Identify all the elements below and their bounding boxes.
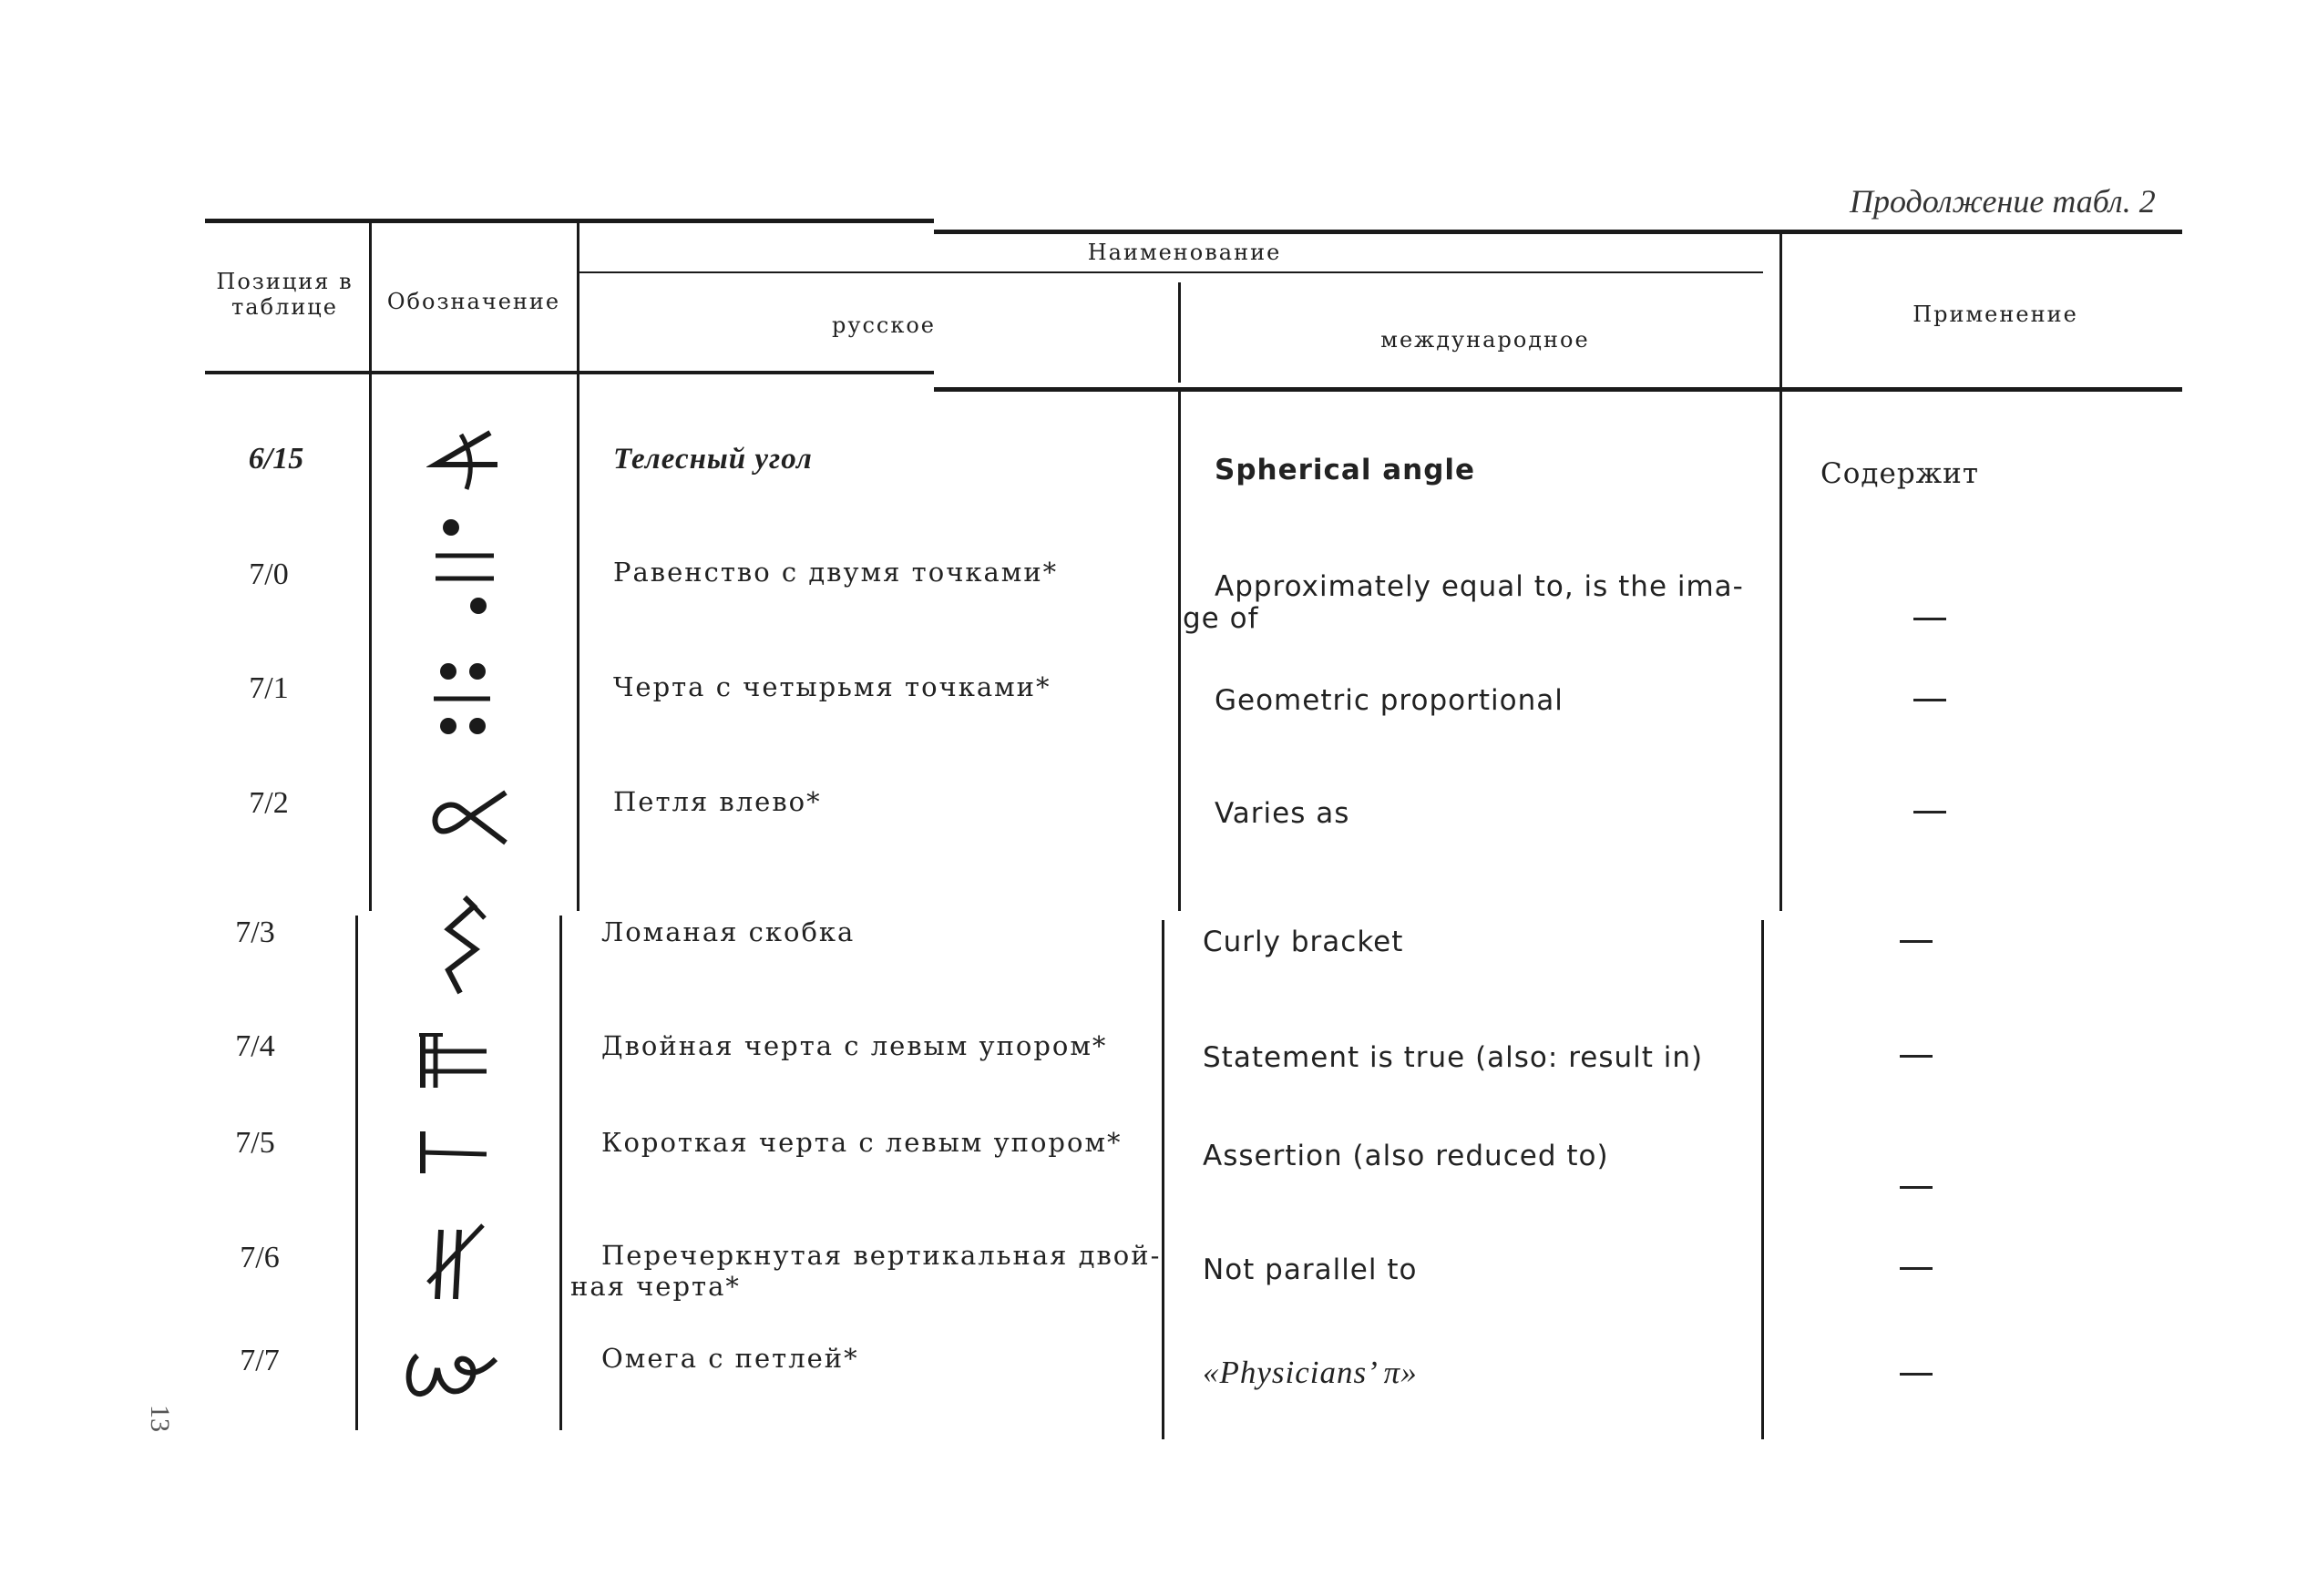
row-7-1-russian: Черта с четырьмя точками* [613,671,1051,702]
table-continuation-label: Продолжение табл. 2 [1850,183,2156,220]
row-7-0-russian: Равенство с двумя точками* [613,557,1059,588]
header-application: Применение [1912,302,2078,327]
not-parallel-icon [421,1221,489,1303]
row-7-5-position: 7/5 [235,1126,275,1160]
omega-loop-icon [401,1339,501,1403]
header-name: Наименование [1087,240,1282,265]
col-rule-4-lower [1761,920,1764,1439]
equals-two-dots-icon [428,515,501,619]
row-7-1-position: 7/1 [249,671,289,705]
row-7-3-position: 7/3 [235,916,275,949]
turnstile-icon [417,1128,490,1178]
row-7-6-russian: Перечеркнутая вертикальная двой- [601,1240,1162,1271]
geometric-proportion-icon [430,660,494,738]
row-7-4-russian: Двойная черта с левым упором* [601,1030,1108,1061]
col-rule-2-upper [577,223,579,911]
header-position-text: Позиция в таблице [216,269,354,320]
row-6-15-russian: Телесный угол [613,443,813,476]
double-turnstile-icon [417,1029,490,1093]
col-rule-4-upper [1779,232,1782,911]
header-bottom-rule [205,371,934,374]
row-7-3-application-dash [1900,940,1933,943]
row-7-7-position: 7/7 [240,1344,280,1377]
row-7-4-application-dash [1900,1055,1933,1058]
row-7-5-application-dash [1900,1186,1933,1189]
row-7-7-russian: Омега с петлей* [601,1343,859,1374]
row-7-6-application-dash [1900,1267,1933,1270]
col-rule-3-lower [1162,920,1164,1439]
table-top-rule-right [934,230,2182,234]
col-rule-1-upper [369,223,372,911]
header-bottom-rule-right [934,387,2182,392]
col-rule-3-body-upper [1178,392,1181,911]
proportional-icon [428,788,510,847]
spherical-angle-icon [426,424,508,492]
row-7-7-international: «Physicians’ π» [1203,1355,1418,1390]
row-7-5-russian: Короткая черта с левым упором* [601,1127,1123,1158]
row-7-0-position: 7/0 [249,558,289,591]
row-7-2-application-dash [1913,811,1946,813]
row-6-15-international: Spherical angle [1215,454,1476,486]
row-7-4-position: 7/4 [235,1029,275,1063]
row-7-0-application-dash [1913,618,1946,620]
row-7-0-international-cont: ge of [1183,602,1259,635]
row-6-15-application: Содержит [1820,457,1979,490]
page-number: 13 [145,1405,175,1432]
table-top-rule [205,219,934,223]
header-designation: Обозначение [386,289,561,314]
row-7-6-international: Not parallel to [1203,1253,1418,1286]
col-rule-3-upper [1178,282,1181,383]
row-7-1-international: Geometric proportional [1215,684,1564,717]
row-7-2-position: 7/2 [249,786,289,820]
zigzag-bracket-icon [428,893,492,998]
header-international: международное [1380,327,1590,353]
row-7-3-russian: Ломаная скобка [601,916,856,947]
row-7-6-russian-cont: ная черта* [570,1271,741,1302]
row-6-15-position: 6/15 [248,442,304,476]
row-7-2-international: Varies as [1215,797,1350,830]
col-rule-1-lower [355,916,358,1430]
row-7-7-application-dash [1900,1373,1933,1376]
row-7-4-international: Statement is true (also: result in) [1203,1041,1704,1074]
row-7-2-russian: Петля влево* [613,786,822,817]
header-position [205,270,364,320]
row-7-3-international: Curly bracket [1203,926,1404,958]
row-7-5-international: Assertion (also reduced to) [1203,1140,1609,1172]
row-7-1-application-dash [1913,699,1946,701]
name-header-rule [579,271,1763,273]
header-russian: русское [831,312,937,338]
row-7-0-international: Approximately equal to, is the ima- [1215,570,1744,603]
row-7-6-position: 7/6 [240,1241,280,1274]
col-rule-2-lower [559,916,562,1430]
